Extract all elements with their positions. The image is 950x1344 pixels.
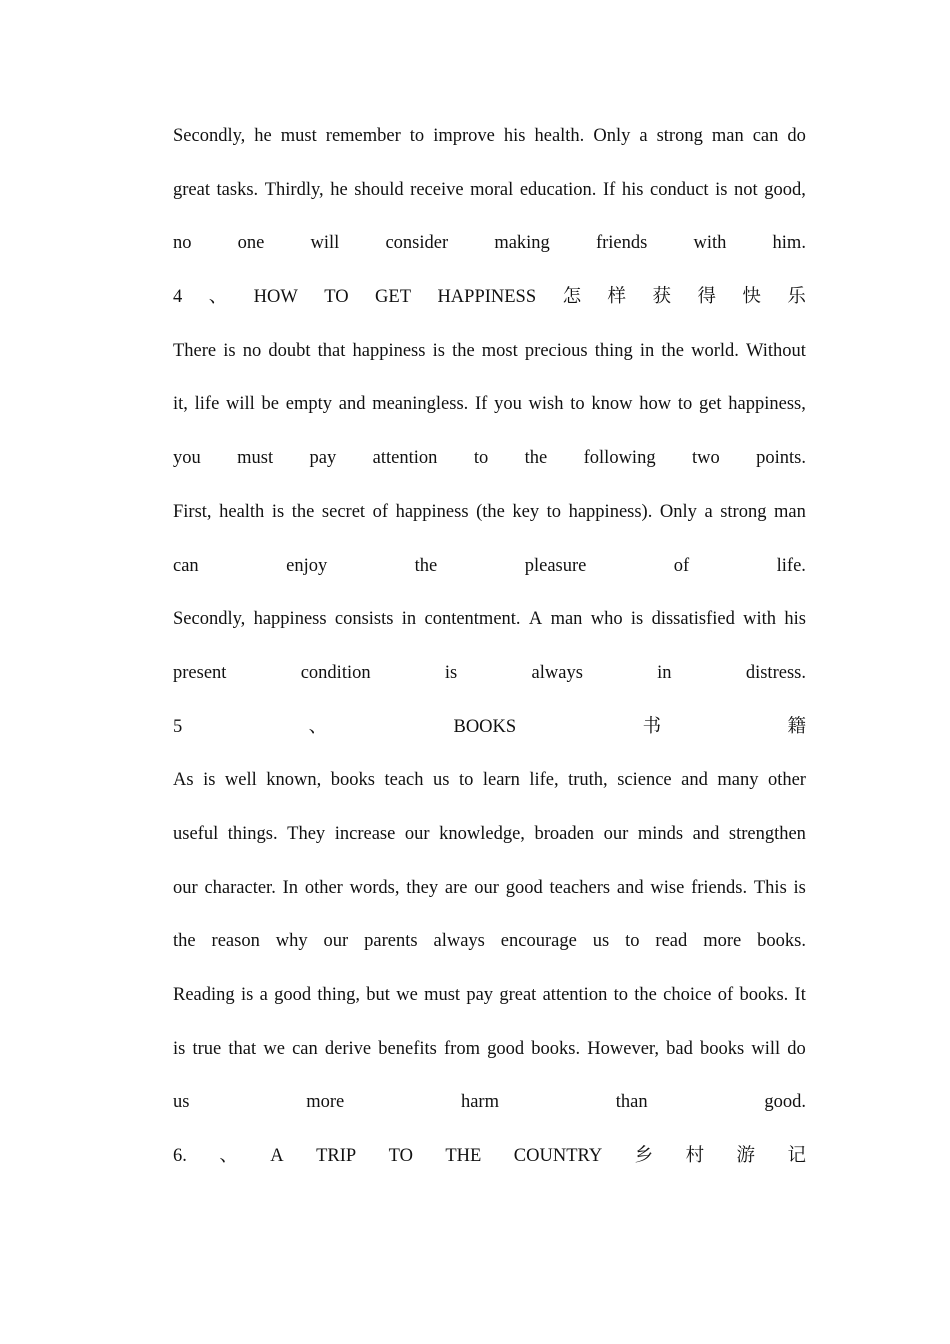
text-line: present condition is always in distress. (173, 662, 806, 683)
section-heading-6: 6. 、 A TRIP TO THE COUNTRY 乡 村 游 记 (173, 1146, 806, 1167)
text-line: As is well known, books teach us to learn life, truth, science and many other (173, 770, 806, 791)
text-line: Secondly, happiness consists in contentment. A man who is dissatisfied with his (173, 609, 806, 630)
section-heading-5: 5 、 BOOKS 书 籍 (173, 716, 806, 737)
text-line: it, life will be empty and meaningless. If you wish to know how to get happiness, (173, 394, 806, 415)
text-line: the reason why our parents always encourage us to read more books. (173, 931, 806, 952)
text-line: useful things. They increase our knowledge, broaden our minds and strengthen (173, 823, 806, 844)
text-line: our character. In other words, they are our good teachers and wise friends. This is (173, 877, 806, 898)
text-line: is true that we can derive benefits from good books. However, bad books will do (173, 1038, 806, 1059)
text-line: no one will consider making friends with him. (173, 233, 806, 254)
text-line: great tasks. Thirdly, he should receive moral education. If his conduct is not good, (173, 179, 806, 200)
document-page (173, 110, 806, 1184)
text-line: There is no doubt that happiness is the most precious thing in the world. Without (173, 340, 806, 361)
text-line: us more harm than good. (173, 1092, 806, 1113)
text-line: Reading is a good thing, but we must pay great attention to the choice of books. It (173, 985, 806, 1005)
section-heading-4: 4 、 HOW TO GET HAPPINESS 怎 样 获 得 快 乐 (173, 287, 806, 308)
text-line: you must pay attention to the following two points. (173, 448, 806, 469)
text-line: can enjoy the pleasure of life. (173, 555, 806, 576)
text-line: Secondly, he must remember to improve his health. Only a strong man can do (173, 126, 806, 146)
text-line: First, health is the secret of happiness (the key to happiness). Only a strong man (173, 501, 806, 522)
